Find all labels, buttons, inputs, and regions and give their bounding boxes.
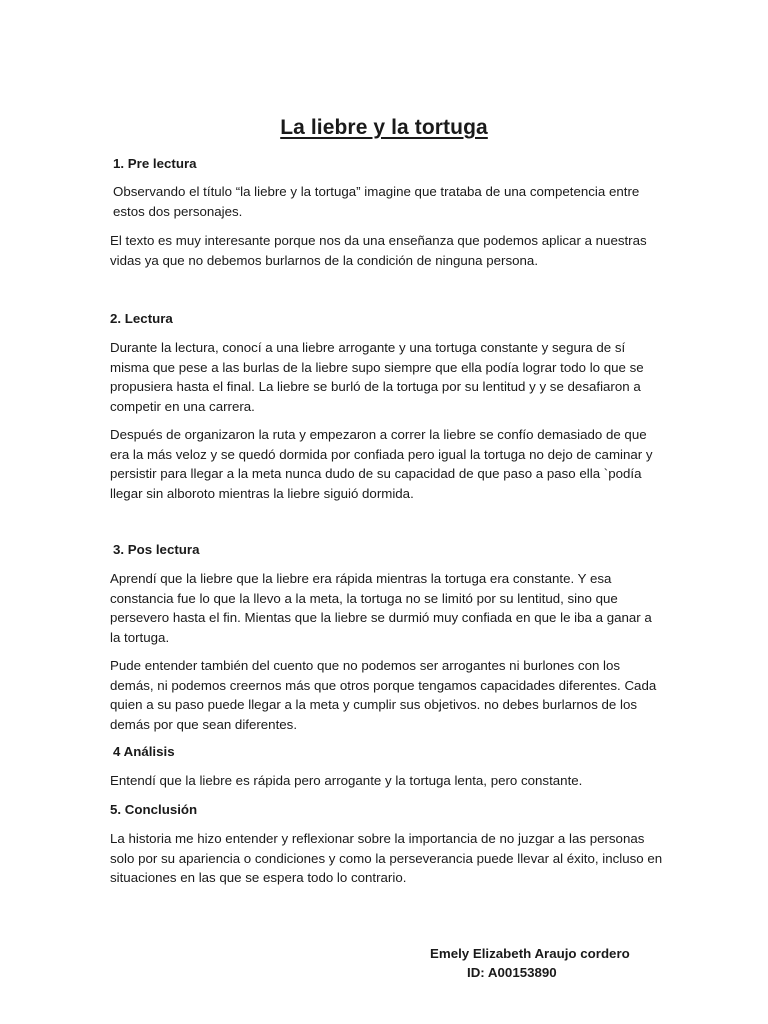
section-lectura-heading: 2. Lectura [110,311,173,326]
section-lectura-paragraph-2: Después de organizaron la ruta y empezaron a correr la liebre se confío demasiado de que era la más veloz y se quedó dormida por confiada pero igual la tortuga no dejo de caminar y persistir para llegar a la meta nunca dudo de su capacidad de que paso a paso ella `podía llegar sin alboroto mientras la liebre siguió dormida. [110,427,653,501]
section-pre-paragraph-2: El texto es muy interesante porque nos da una enseñanza que podemos aplicar a nuestras vidas ya que no debemos burlarnos de la condición de ninguna persona. [110,233,647,268]
section-pre-heading: 1. Pre lectura [113,156,197,171]
section-pos-paragraph-2: Pude entender también del cuento que no podemos ser arrogantes ni burlones con los demás, ni podemos creernos más que otros porque tengamos capacidades diferentes. Cada quien a su paso puede llegar a la meta y cumplir sus objetivos. no debes burlarnos de los demás por que sean diferentes. [110,658,657,732]
document-title: La liebre y la tortuga [280,116,488,139]
section-analisis-heading: 4 Análisis [113,744,175,759]
section-pre-paragraph-1: Observando el título “la liebre y la tortuga” imagine que trataba de una competencia entre estos dos personajes. [113,184,640,219]
section-pos-paragraph-1: Aprendí que la liebre que la liebre era rápida mientras la tortuga era constante. Y esa constancia fue lo que la llevo a la meta, la tortuga no se limitó por su lentitud, sino que persevero hasta el fin. Mientas que la liebre se durmió muy confiada en que le iba a ganar a la tortuga. [110,571,652,645]
section-pos-heading: 3. Pos lectura [113,542,200,557]
section-conclusion-paragraph-1: La historia me hizo entender y reflexionar sobre la importancia de no juzgar a las personas solo por su apariencia o condiciones y como la perseverancia puede llevar al éxito, incluso en situaciones en las que se espera todo lo contrario. [110,831,663,885]
section-conclusion-heading: 5. Conclusión [110,802,198,817]
author-name: Emely Elizabeth Araujo cordero [430,946,630,961]
section-lectura-paragraph-1: Durante la lectura, conocí a una liebre arrogante y una tortuga constante y segura de sí misma que pese a las burlas de la liebre supo siempre que ella podía lograr todo lo que se propusiera hasta el final. La liebre se burló de la tortuga por su lentitud y y se desafiaron a competir en una carrera. [110,340,644,414]
section-analisis-paragraph-1: Entendí que la liebre es rápida pero arrogante y la tortuga lenta, pero constante. [110,773,583,788]
author-id: ID: A00153890 [467,965,557,980]
